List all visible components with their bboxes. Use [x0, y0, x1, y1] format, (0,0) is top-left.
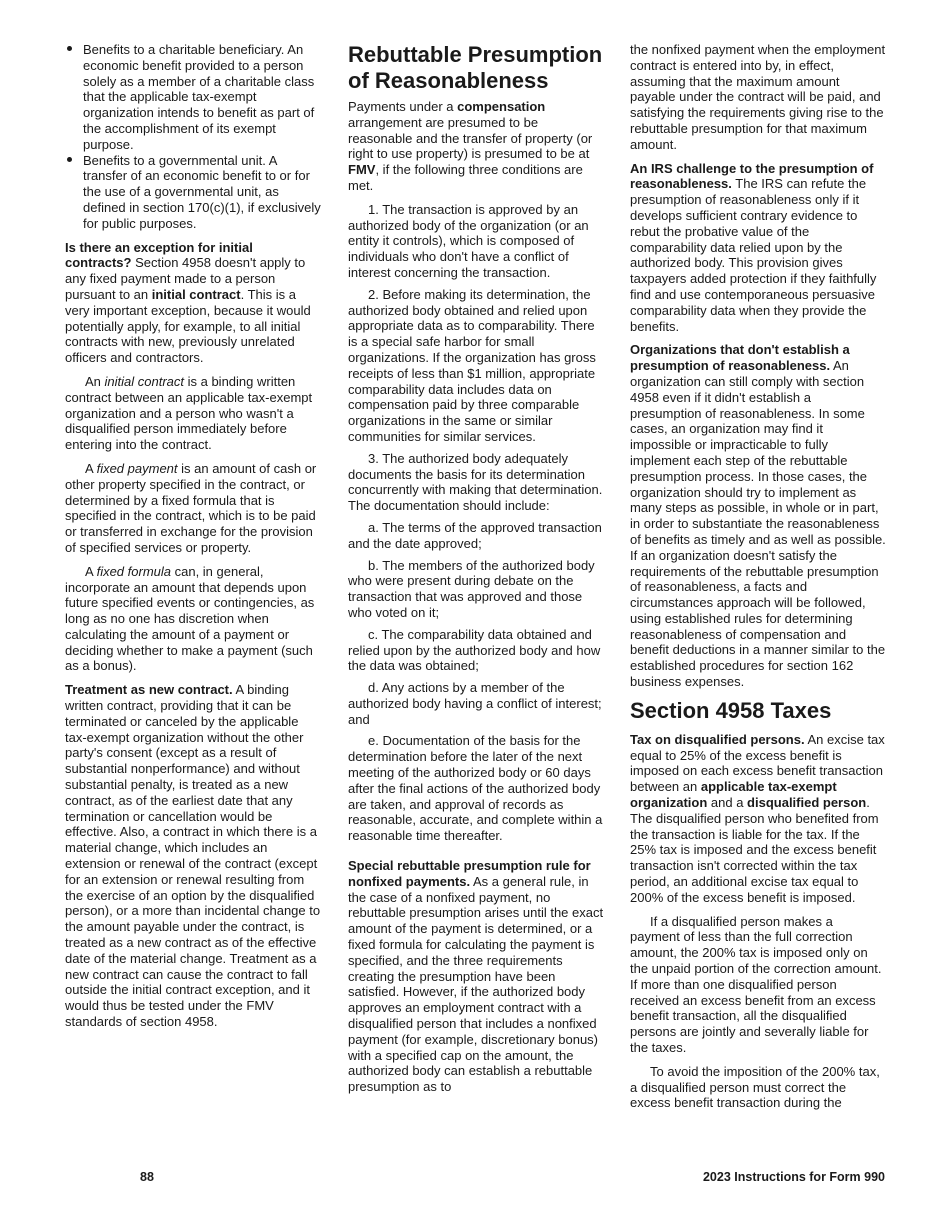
list-subitem: b. The members of the authorized body who were present during debate on the transaction that was approved and those who voted on it; — [348, 557, 595, 620]
bullet-icon — [67, 46, 72, 51]
paragraph-fixed-payment-def: A fixed payment is an amount of cash or other property specified in the contract, or determined by a fixed formula that is specified in the contract, which is to be paid or transferred in exchange for the provision of specified services or property. — [65, 460, 317, 555]
paragraph-new-contract: Treatment as new contract. A binding written contract, providing that it can be terminated or canceled by the applicable tax-exempt organization without the other party's consent (except as a result of substantial nonperformance) and without substantial penalty, is treated as a new contract, as of the earliest date that any termination or cancellation would be effective. Also, a contract in which there is a material change, which includes an extension or renewal of the contract (except for an extension or renewal resulting from the exercise of an option by the disqualified person), or a more than incidental change to the amount payable under the contract, is treated as a new contract as of the effective date of the material change. Treatment as a new contract can cause the contract to fall outside the initial contract exception, and it would thus be tested under the FMV standards of section 4958. — [65, 682, 321, 1030]
paragraph-initial-contract-def: An initial contract is a binding written contract between an applicable tax-exempt organization and a person who wasn't a disqualified person immediately before entering into the contract. — [65, 373, 313, 453]
list-item: 3. The authorized body adequately documents the basis for its determination concurrently with making that determination. The documentation should include: — [348, 450, 603, 514]
list-item: 2. Before making its determination, the authorized body obtained and relied upon appropriate data as to comparability. There is a special safe harbor for small organizations. If the organization has gross receipts of less than $1 million, appropriate comparability data includes data on compensation paid by three comparable organizations in the same or similar communities for similar services. — [348, 286, 596, 444]
bullet-text: Benefits to a charitable beneficiary. An economic benefit provided to a person solely as a member of a charitable class that the applicable tax-exempt organization intends to benefit as part of the accomplishment of its exempt purpose. — [83, 42, 315, 152]
list-subitem: c. The comparability data obtained and relied upon by the authorized body and how the data was obtained; — [348, 626, 601, 674]
document-title: 2023 Instructions for Form 990 — [702, 1170, 885, 1184]
list-subitem: a. The terms of the approved transaction and the date approved; — [348, 519, 602, 551]
paragraph-initial-contracts: Is there an exception for initial contracts? Section 4958 doesn't apply to any fixed payment made to a person pursuant to an initial contract. This is a very important exception, because it would potentially apply, for example, to all initial contracts with new, previously unrelated officers and contractors. — [65, 239, 311, 366]
list-item: 1. The transaction is approved by an authorized body of the organization (or an entity it controls), which is composed of individuals who don't have a conflict of interest concerning the transaction. — [348, 201, 589, 280]
column-left — [65, 42, 321, 1038]
column-right — [630, 42, 886, 1119]
paragraph-continuation: the nonfixed payment when the employment contract is entered into by, in effect, assuming that the maximum amount payable under the contract will be paid, and satisfying the requirements giving rise to the rebuttable presumption for that maximum amount. — [630, 42, 886, 152]
page-number: 88 — [140, 1170, 154, 1184]
paragraph-special-rule: Special rebuttable presumption rule for nonfixed payments. As a general rule, in the case of a nonfixed payment, no rebuttable presumption arises until the exact amount of the payment is determined, or a fixed formula for calculating the payment is specified, and the three requirements creating the presumption have been satisfied. However, if the authorized body approves an employment contract with a disqualified person that includes a nonfixed payment (for example, discretionary bonus) with a specified cap on the amount, the authorized body can establish a rebuttable presumption as to — [348, 858, 604, 1095]
bullet-item — [65, 153, 321, 232]
list-subitem: d. Any actions by a member of the authorized body having a conflict of interest; and — [348, 680, 602, 727]
section-heading: Section 4958 Taxes — [630, 697, 832, 723]
paragraph-partial-payment: If a disqualified person makes a payment of less than the full correction amount, the 200% tax is imposed only on the unpaid portion of the correction amount. If more than one disqualified person received an excess benefit from an excess benefit transaction, all the disqualified persons are jointly and severally liable for the taxes. — [630, 913, 882, 1056]
column-middle — [348, 42, 604, 1103]
paragraph-intro: Payments under a compensation arrangement are presumed to be reasonable and the transfer of property (or right to use property) is presumed to be at FMV, if the following three conditions are met. — [348, 99, 593, 193]
paragraph-tax-disqualified: Tax on disqualified persons. An excise tax equal to 25% of the excess benefit is imposed on each excess benefit transaction between an applicable tax-exempt organization and a disqualified person. The disqualified person who benefited from the transaction is liable for the tax. If the 25% tax is imposed and the excess benefit transaction isn't corrected within the tax period, an additional excise tax equal to 200% of the excess benefit is imposed. — [630, 731, 885, 905]
bullet-icon — [67, 157, 72, 162]
paragraph-fixed-formula-def: A fixed formula can, in general, incorporate an amount that depends upon future specified events or contingencies, as long as no one has discretion when calculating the amount of a payment or deciding whether to make a payment (such as a bonus). — [65, 563, 315, 674]
section-heading: Rebuttable Presumption of Reasonableness — [348, 42, 603, 93]
paragraph-no-presumption: Organizations that don't establish a presumption of reasonableness. An organization can still comply with section 4958 even if it didn't establish a presumption of reasonableness. In some cases, an organization may find it impossible or impracticable to fully implement each step of the rebuttable presumption process. In those cases, the organization should try to implement as many steps as possible, in whole or in part, in order to substantiate the reasonableness of benefits as timely and as well as possible. If an organization doesn't satisfy the requirements of the rebuttable presumption of reasonableness, a facts and circumstances approach will be followed, using established rules for determining reasonableness of compensation and benefit deductions in a manner similar to the established procedures for section 162 business expenses. — [630, 342, 886, 690]
paragraph-avoid-tax: To avoid the imposition of the 200% tax, a disqualified person must correct the excess benefit transaction during the — [630, 1063, 880, 1111]
paragraph-irs-challenge: An IRS challenge to the presumption of reasonableness. The IRS can refute the presumption of reasonableness only if it develops sufficient contrary evidence to rebut the probative value of the comparability data relied upon by the authorized body. This provision gives taxpayers added protection if they faithfully find and use contemporaneous persuasive comparability data when they provide the benefits. — [630, 160, 877, 334]
spacer — [348, 850, 604, 858]
bullet-text: Benefits to a governmental unit. A transfer of an economic benefit to or for the use of a governmental unit, as defined in section 170(c)(1), if exclusively for public purposes. — [83, 152, 321, 231]
list-subitem: e. Documentation of the basis for the determination before the later of the next meeting of the authorized body or 60 days after the final actions of the authorized body are taken, and approval of records as reasonable, accurate, and complete within a reasonable time thereafter. — [348, 733, 603, 844]
bullet-item — [65, 42, 321, 153]
